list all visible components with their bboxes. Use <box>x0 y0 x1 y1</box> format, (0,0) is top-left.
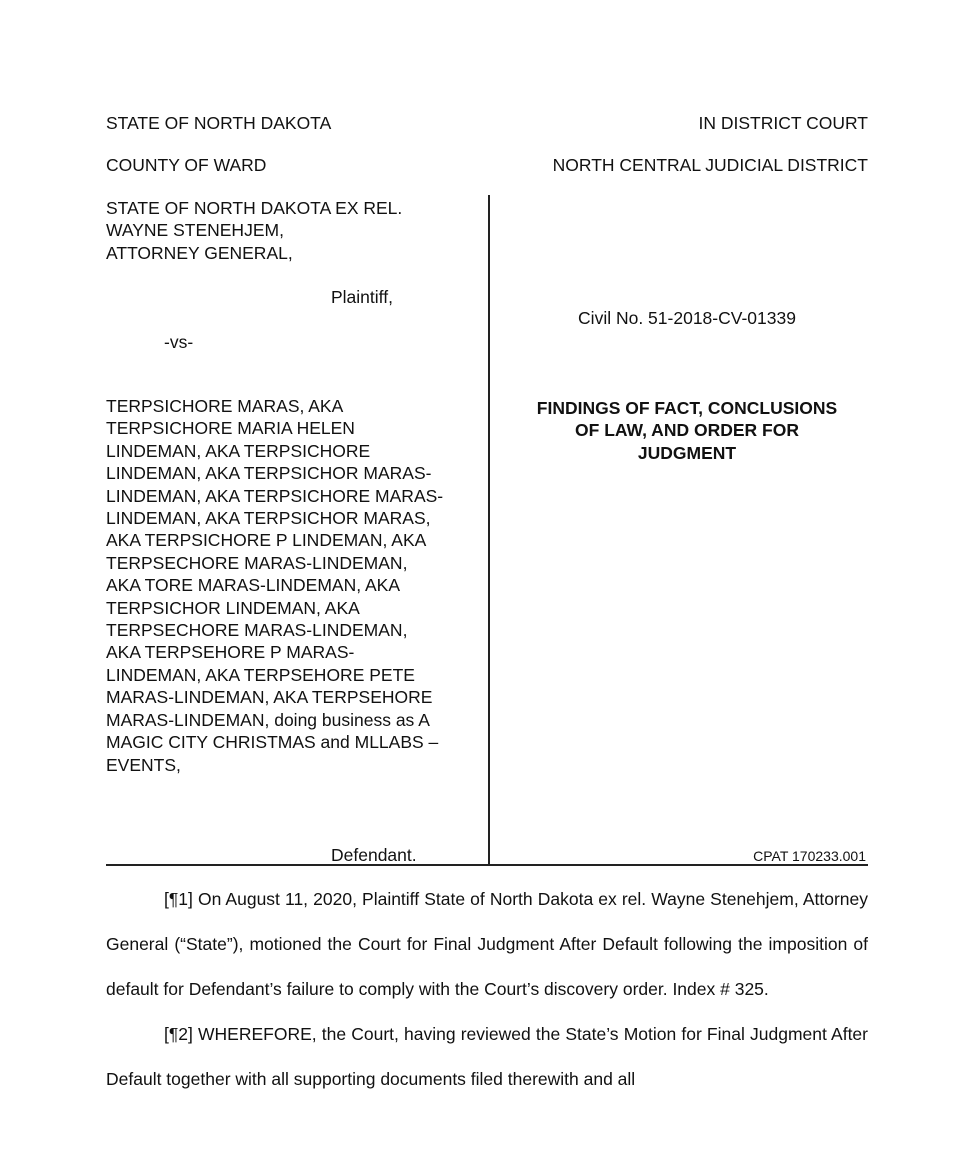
plaintiff-role: Plaintiff, <box>331 287 393 307</box>
defendant-line: TERPSICHOR LINDEMAN, AKA <box>106 597 360 618</box>
defendant-line: AKA TERPSEHORE P MARAS- <box>106 642 355 663</box>
defendant-line: TERPSICHORE MARIA HELEN <box>106 418 355 439</box>
paragraph-1: [¶1] On August 11, 2020, Plaintiff State of North Dakota ex rel. Wayne Stenehjem, Attorney General (“State”), motioned the Court for Final Judgment After Default following the imposition of default for Defendant’s failure to comply with the Court’s discovery order. Index # 325. <box>106 889 868 999</box>
defendant-role: Defendant. <box>331 845 417 865</box>
civil-number: Civil No. 51-2018-CV-01339 <box>578 308 796 328</box>
defendant-line: LINDEMAN, AKA TERPSICHORE <box>106 440 371 461</box>
paragraph-2: [¶2] WHEREFORE, the Court, having reviewed the State’s Motion for Final Judgment After Default together with all supporting documents filed therewith and all <box>106 1024 868 1089</box>
defendant-line: MAGIC CITY CHRISTMAS and MLLABS – <box>106 732 439 753</box>
defendant-line: TERPSICHORE MARAS, AKA <box>106 396 344 416</box>
document-title-line: OF LAW, AND ORDER FOR <box>575 420 799 441</box>
plaintiff-line: WAYNE STENEHJEM, <box>106 220 284 241</box>
county-heading: COUNTY OF WARD <box>106 155 267 175</box>
court-heading: IN DISTRICT COURT <box>698 113 868 133</box>
plaintiff-block <box>106 197 402 264</box>
defendant-line: TERPSECHORE MARAS-LINDEMAN, <box>106 620 408 641</box>
caption-vertical-divider <box>488 195 490 865</box>
versus-label: -vs- <box>164 332 194 352</box>
defendant-line: LINDEMAN, AKA TERPSEHORE PETE <box>106 664 415 685</box>
cpat-reference: CPAT 170233.001 <box>753 848 866 864</box>
defendant-line: LINDEMAN, AKA TERPSICHOR MARAS, <box>106 508 431 529</box>
document-title-line: JUDGMENT <box>637 442 737 463</box>
document-title-line: FINDINGS OF FACT, CONCLUSIONS <box>536 398 838 418</box>
state-heading: STATE OF NORTH DAKOTA <box>106 113 332 133</box>
defendant-line: AKA TERPSICHORE P LINDEMAN, AKA <box>106 530 427 551</box>
defendant-line: LINDEMAN, AKA TERPSICHORE MARAS- <box>106 485 444 506</box>
defendant-line: MARAS-LINDEMAN, AKA TERPSEHORE <box>106 687 433 708</box>
defendant-line: EVENTS, <box>106 754 181 775</box>
defendant-block <box>106 395 443 776</box>
defendant-line: TERPSECHORE MARAS-LINDEMAN, <box>106 552 408 573</box>
plaintiff-line: STATE OF NORTH DAKOTA EX REL. <box>106 198 403 218</box>
plaintiff-line: ATTORNEY GENERAL, <box>106 242 293 263</box>
order-body <box>106 877 868 1102</box>
defendant-line: LINDEMAN, AKA TERPSICHOR MARAS- <box>106 463 432 484</box>
district-heading: NORTH CENTRAL JUDICIAL DISTRICT <box>552 155 868 175</box>
document-title <box>506 397 868 464</box>
defendant-line: MARAS-LINDEMAN, doing business as A <box>106 709 430 730</box>
defendant-line: AKA TORE MARAS-LINDEMAN, AKA <box>106 575 401 596</box>
